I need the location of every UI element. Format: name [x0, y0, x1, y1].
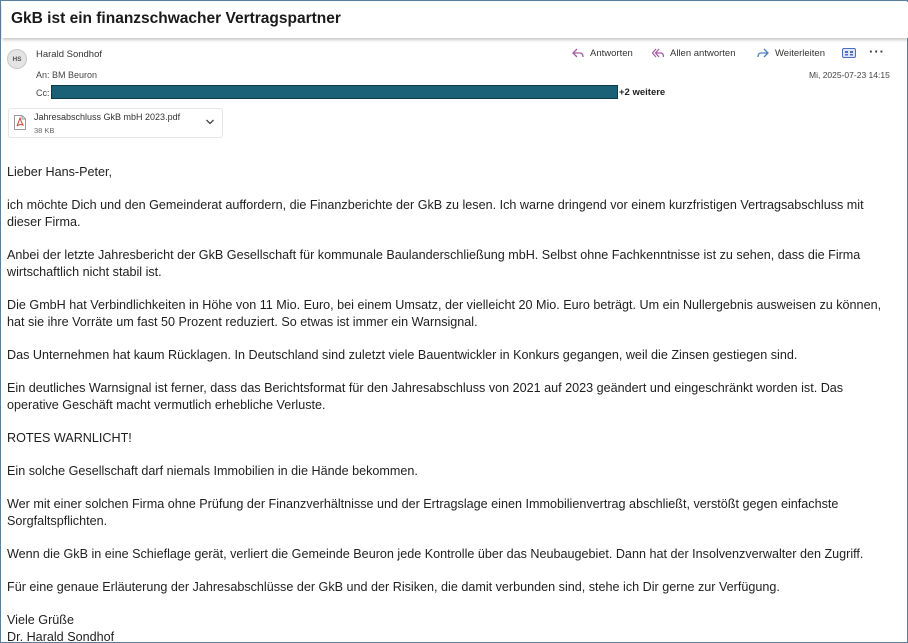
pdf-file-icon [14, 115, 26, 130]
forward-label: Weiterleiten [775, 47, 825, 59]
chevron-down-icon[interactable] [205, 118, 215, 126]
paragraph-line: Wer mit einer solchen Firma ohne Prüfung der Finanzverhältnisse und der Ertragslage einen Immobilienvertrag abschließt, verstößt gegen einfachste [7, 497, 839, 511]
paragraph-line: Ein solche Gesellschaft darf niemals Immobilien in die Hände bekommen. [7, 464, 418, 478]
email-body [7, 164, 903, 643]
cc-label: Cc: [36, 88, 50, 98]
avatar[interactable]: HS [7, 49, 27, 69]
reply-all-label: Allen antworten [670, 47, 736, 59]
to-row [36, 70, 97, 80]
paragraph-line: Die GmbH hat Verbindlichkeiten in Höhe von 11 Mio. Euro, bei einem Umsatz, der vielleicht 20 Mio. Euro beträgt. Um ein Nullergebnis ausweisen zu können, [7, 298, 882, 312]
greeting: Lieber Hans-Peter, [7, 165, 113, 179]
sender-name[interactable]: Harald Sondhof [36, 49, 103, 60]
reply-label: Antworten [590, 47, 633, 59]
attachment-card[interactable] [8, 108, 223, 138]
paragraph-line: Das Unternehmen hat kaum Rücklagen. In Deutschland sind zuletzt viele Bauentwickler in Konkurs gegangen, weil die Zinsen gestiegen sind. [7, 348, 798, 362]
paragraph-line: Sorgfaltspflichten. [7, 514, 108, 528]
to-recipient[interactable]: BM Beuron [52, 70, 98, 80]
attachment-name: Jahresabschluss GkB mbH 2023.pdf [34, 112, 181, 122]
paragraph-line: Für eine genaue Erläuterung der Jahresabschlüsse der GkB und der Risiken, die damit verbunden sind, stehe ich Dir gerne zur Verfügung. [7, 580, 780, 594]
paragraph-line: Ein deutliches Warnsignal ist ferner, dass das Berichtsformat für den Jahresabschluss von 2021 auf 2023 geändert und eingeschränkt worden ist. Das [7, 381, 844, 395]
to-label: An: [36, 70, 50, 80]
reply-all-button[interactable] [652, 46, 735, 60]
timestamp: Mi, 2025-07-23 14:15 [809, 70, 890, 80]
paragraph-line: operative Geschäft macht vermutlich erhebliche Verluste. [7, 398, 326, 412]
paragraph-line: dieser Firma. [7, 215, 81, 229]
more-recipients-link[interactable]: +2 weitere [619, 87, 666, 98]
paragraph-line: hat sie ihre Vorräte um fast 50 Prozent reduziert. So etwas ist immer ein Warnsignal. [7, 315, 478, 329]
redaction-bar [51, 85, 618, 99]
paragraph-line: Anbei der letzte Jahresbericht der GkB Gesellschaft für kommunale Baulanderschließung mbH. Selbst ohne Fachkenntnisse ist zu sehen, dass die Firma [7, 248, 861, 262]
reply-all-icon [652, 48, 664, 58]
attachment-size: 38 KB [34, 126, 55, 135]
forward-icon [757, 48, 769, 58]
reply-button[interactable] [572, 46, 633, 60]
reply-icon [572, 48, 584, 58]
paragraph-line: Wenn die GkB in eine Schieflage gerät, verliert die Gemeinde Beuron jede Kontrolle über das Neubaugebiet. Dann hat der Insolvenzverwalter den Zugriff. [7, 547, 864, 561]
warning-line: ROTES WARNLICHT! [7, 431, 132, 445]
closing: Viele Grüße [7, 613, 74, 627]
cc-row [36, 88, 50, 98]
subject-bar [2, 2, 908, 38]
teams-grid-icon[interactable] [842, 48, 856, 58]
more-icon[interactable]: ··· [869, 44, 885, 59]
paragraph-line: wirtschaftlich nicht stabil ist. [7, 265, 162, 279]
paragraph-line: ich möchte Dich und den Gemeinderat auffordern, die Finanzberichte der GkB zu lesen. Ich warne dringend vor einem kurzfristigen Vertragsabschluss mit [7, 198, 864, 212]
email-subject: GkB ist ein finanzschwacher Vertragspartner [11, 10, 341, 27]
signature: Dr. Harald Sondhof [7, 630, 115, 643]
forward-button[interactable] [757, 46, 825, 60]
